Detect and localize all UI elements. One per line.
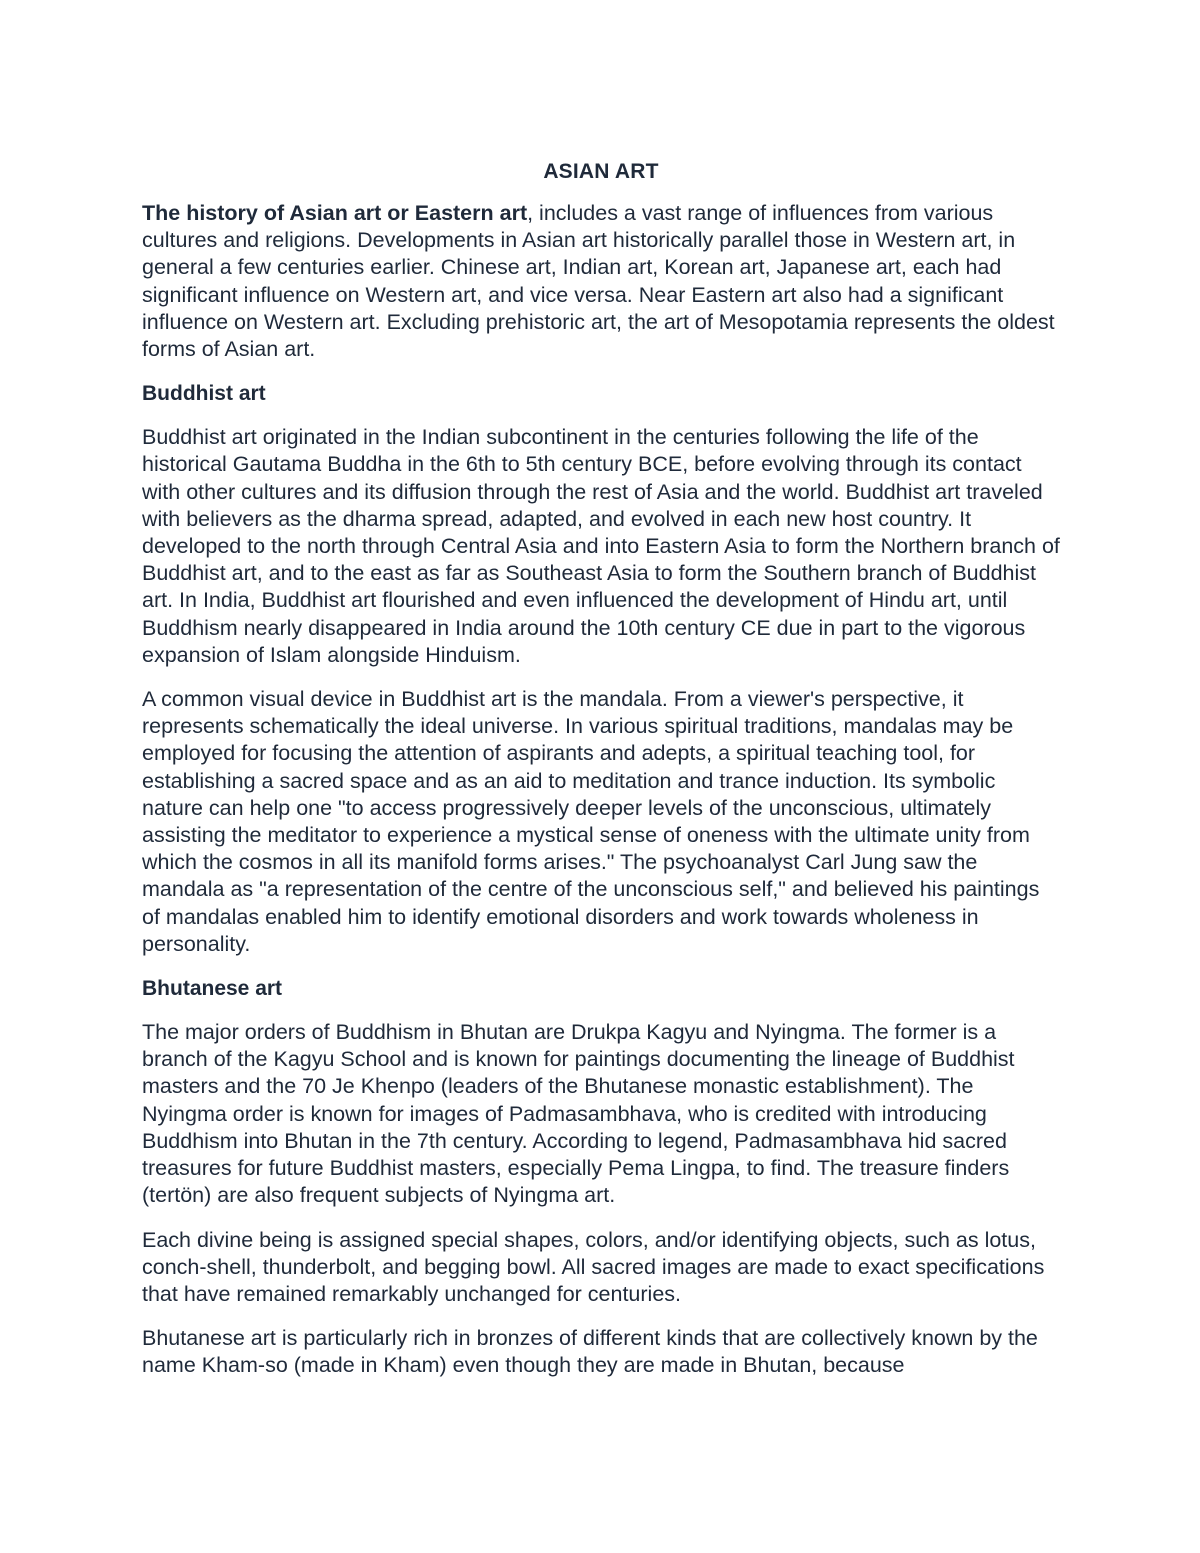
buddhist-art-paragraph-2: A common visual device in Buddhist art is the mandala. From a viewer's perspective, it represents schematically the ideal universe. In various spiritual traditions, mandalas may be employed for focusing the attention of aspirants and adepts, a spiritual teaching tool, for establishing a sacred space and as an aid to meditation and trance induction. Its symbolic nature can help one "to access progressively deeper levels of the unconscious, ultimately assisting the meditator to experience a mystical sense of oneness with the ultimate unity from which the cosmos in all its manifold forms arises." The psychoanalyst Carl Jung saw the mandala as "a representation of the centre of the unconscious self," and believed his paintings of mandalas enabled him to identify emotional disorders and work towards wholeness in personality.	[142, 687, 1040, 956]
intro-bold-lead: The history of Asian art or Eastern art	[142, 201, 528, 225]
bhutanese-art-paragraph-1: The major orders of Buddhism in Bhutan are Drukpa Kagyu and Nyingma. The former is a branch of the Kagyu School and is known for paintings documenting the lineage of Buddhist masters and the 70 Je Khenpo (leaders of the Bhutanese monastic establishment). The Nyingma order is known for images of Padmasambhava, who is credited with introducing Buddhism into Bhutan in the 7th century. According to legend, Padmasambhava hid sacred treasures for future Buddhist masters, especially Pema Lingpa, to find. The treasure finders (tertön) are also frequent subjects of Nyingma art.	[142, 1020, 1015, 1208]
buddhist-art-paragraph-1: Buddhist art originated in the Indian subcontinent in the centuries following the life of the historical Gautama Buddha in the 6th to 5th century BCE, before evolving through its contact with other cultures and its diffusion through the rest of Asia and the world. Buddhist art traveled with believers as the dharma spread, adapted, and evolved in each new host country. It developed to the north through Central Asia and into Eastern Asia to form the Northern branch of Buddhist art, and to the east as far as Southeast Asia to form the Southern branch of Buddhist art. In India, Buddhist art flourished and even influenced the development of Hindu art, until Buddhism nearly disappeared in India around the 10th century CE due in part to the vigorous expansion of Islam alongside Hinduism.	[142, 425, 1060, 667]
section-heading-buddhist-art: Buddhist art	[142, 382, 266, 406]
document-page	[142, 158, 1060, 1397]
intro-text: , includes a vast range of influences from various cultures and religions. Developments in Asian art historically parallel those in Western art, in general a few centuries earlier. Chinese art, Indian art, Korean art, Japanese art, each had significant influence on Western art, and vice versa. Near Eastern art also had a significant influence on Western art. Excluding prehistoric art, the art of Mesopotamia represents the oldest forms of Asian art.	[142, 201, 1055, 362]
intro-paragraph	[142, 200, 1060, 363]
document-title: ASIAN ART	[543, 160, 659, 183]
bhutanese-art-paragraph-3: Bhutanese art is particularly rich in bronzes of different kinds that are collectively known by the name Kham-so (made in Kham) even though they are made in Bhutan, because	[142, 1326, 1038, 1378]
bhutanese-art-paragraph-2: Each divine being is assigned special shapes, colors, and/or identifying objects, such as lotus, conch-shell, thunderbolt, and begging bowl. All sacred images are made to exact specifications that have remained remarkably unchanged for centuries.	[142, 1227, 1045, 1306]
section-heading-bhutanese-art: Bhutanese art	[142, 977, 283, 1001]
